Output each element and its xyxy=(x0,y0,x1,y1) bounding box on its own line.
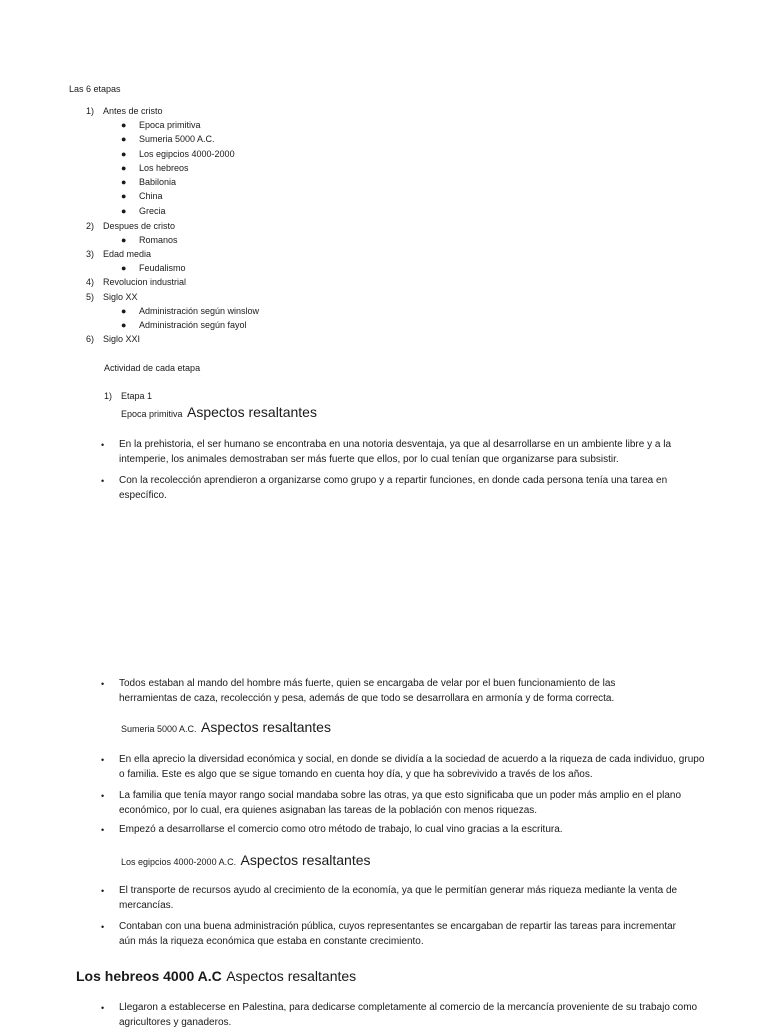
section-heading-hebreos xyxy=(76,968,356,986)
section-heading-egipcios xyxy=(121,852,371,870)
bullet-icon: • xyxy=(101,476,105,486)
bullet-icon: ● xyxy=(121,263,127,273)
aspectos-label: Aspectos resaltantes xyxy=(186,404,317,420)
egipcios-bullet-2: Contaban con una buena administración pública, cuyos representantes se encargaban de repartir las tareas para incrementar aún más la riqueza económica que estaba en constante crecimiento. xyxy=(119,921,677,947)
aspectos-label: Aspectos resaltantes xyxy=(201,719,331,735)
activity-heading: Actividad de cada etapa xyxy=(104,363,201,373)
page-title: Las 6 etapas xyxy=(69,84,121,94)
bullet-icon: ● xyxy=(121,320,127,330)
bullet-icon: • xyxy=(101,922,105,932)
hebreos-bullet-1: Llegaron a establecerse en Palestina, para dedicarse completamente al comercio de la mercancía proveniente de su trabajo como agricultores y ganaderos. xyxy=(119,1002,698,1028)
bullet-icon: ● xyxy=(121,235,127,245)
bullet-icon: ● xyxy=(121,206,127,216)
stage-1-label: Antes de cristo xyxy=(103,106,163,116)
section-title-egipcios: Los egipcios 4000-2000 A.C. xyxy=(121,857,237,867)
sumeria-bullet-1: En ella aprecio la diversidad económica y social, en donde se dividía a la sociedad de acuerdo a la riqueza de cada individuo, grupo o familia. Este es algo que se sigue tomando en cuenta hoy día, y que ha sobrevivido a través de los años. xyxy=(119,754,705,780)
bullet-icon: ● xyxy=(121,306,127,316)
bullet-icon: • xyxy=(101,755,105,765)
aspectos-label: Aspectos resaltantes xyxy=(226,968,357,984)
bullet-icon: • xyxy=(101,825,105,835)
bullet-icon: • xyxy=(101,679,105,689)
primitiva-bullet-2: Con la recolección aprendieron a organizarse como grupo y a repartir funciones, en donde cada persona tenía una tarea en específico. xyxy=(119,475,668,501)
stage-5-sub-1: Administración según winslow xyxy=(139,306,260,316)
sumeria-bullet-3: Empezó a desarrollarse el comercio como otro método de trabajo, lo cual vino gracias a la escritura. xyxy=(119,824,563,835)
stage-4-number: 4) xyxy=(86,277,95,287)
stage-1-sub-2: Sumeria 5000 A.C. xyxy=(139,134,215,144)
bullet-icon: • xyxy=(101,1003,105,1013)
bullet-icon: ● xyxy=(121,177,127,187)
stage-1-sub-3: Los egipcios 4000-2000 xyxy=(139,149,235,159)
stage-3-label: Edad media xyxy=(103,249,152,259)
stage-3-number: 3) xyxy=(86,249,95,259)
egipcios-bullet-1: El transporte de recursos ayudo al crecimiento de la economía, ya que le permitían generar más riqueza mediante la venta de mercancías. xyxy=(119,885,678,911)
stage-1-sub-1: Epoca primitiva xyxy=(139,120,201,130)
stage-6-number: 6) xyxy=(86,334,95,344)
stage-1-sub-6: China xyxy=(139,191,163,201)
bullet-icon: • xyxy=(101,791,105,801)
stage-1-number: 1) xyxy=(86,106,95,116)
section-heading-primitiva xyxy=(121,404,317,422)
stage-1-sub-5: Babilonia xyxy=(139,177,177,187)
stage-5-number: 5) xyxy=(86,292,95,302)
primitiva-bullet-3: Todos estaban al mando del hombre más fuerte, quien se encargaba de velar por el buen funcionamiento de las herramientas de caza, recolección y pesa, además de que todo se desarrollara en armonía y de forma correcta. xyxy=(119,678,616,704)
sumeria-bullet-2: La familia que tenía mayor rango social mandaba sobre las otras, ya que esto significaba que un poder más amplio en el plano económico, por lo cual, era quienes asignaban las tareas de la población con menos riquezas. xyxy=(119,790,682,816)
section-title-sumeria: Sumeria 5000 A.C. xyxy=(121,724,197,734)
aspectos-label: Aspectos resaltantes xyxy=(240,852,371,868)
bullet-icon: ● xyxy=(121,163,127,173)
primitiva-bullet-1: En la prehistoria, el ser humano se encontraba en una notoria desventaja, ya que al desarrollarse en un ambiente libre y a la intemperie, los animales demostraban ser más fuerte que ellos, por lo cual tenían que organizarse para subsistir. xyxy=(119,439,672,465)
stage-1-sub-4: Los hebreos xyxy=(139,163,189,173)
stage-2-number: 2) xyxy=(86,221,95,231)
etapa-label: Etapa 1 xyxy=(121,391,153,401)
bullet-icon: ● xyxy=(121,120,127,130)
stage-6-label: Siglo XXI xyxy=(103,334,141,344)
etapa-number: 1) xyxy=(104,391,113,401)
section-heading-sumeria xyxy=(121,719,331,737)
stage-1-sub-7: Grecia xyxy=(139,206,166,216)
bullet-icon: ● xyxy=(121,149,127,159)
bullet-icon: ● xyxy=(121,134,127,144)
stage-5-sub-2: Administración según fayol xyxy=(139,320,247,330)
stage-2-sub-1: Romanos xyxy=(139,235,178,245)
stage-2-label: Despues de cristo xyxy=(103,221,176,231)
stage-4-label: Revolucion industrial xyxy=(103,277,187,287)
bullet-icon: ● xyxy=(121,191,127,201)
stage-3-sub-1: Feudalismo xyxy=(139,263,186,273)
section-title-hebreos: Los hebreos 4000 A.C xyxy=(76,968,222,984)
section-title-primitiva: Epoca primitiva xyxy=(121,409,183,419)
bullet-icon: • xyxy=(101,886,105,896)
bullet-icon: • xyxy=(101,440,105,450)
stage-5-label: Siglo XX xyxy=(103,292,138,302)
